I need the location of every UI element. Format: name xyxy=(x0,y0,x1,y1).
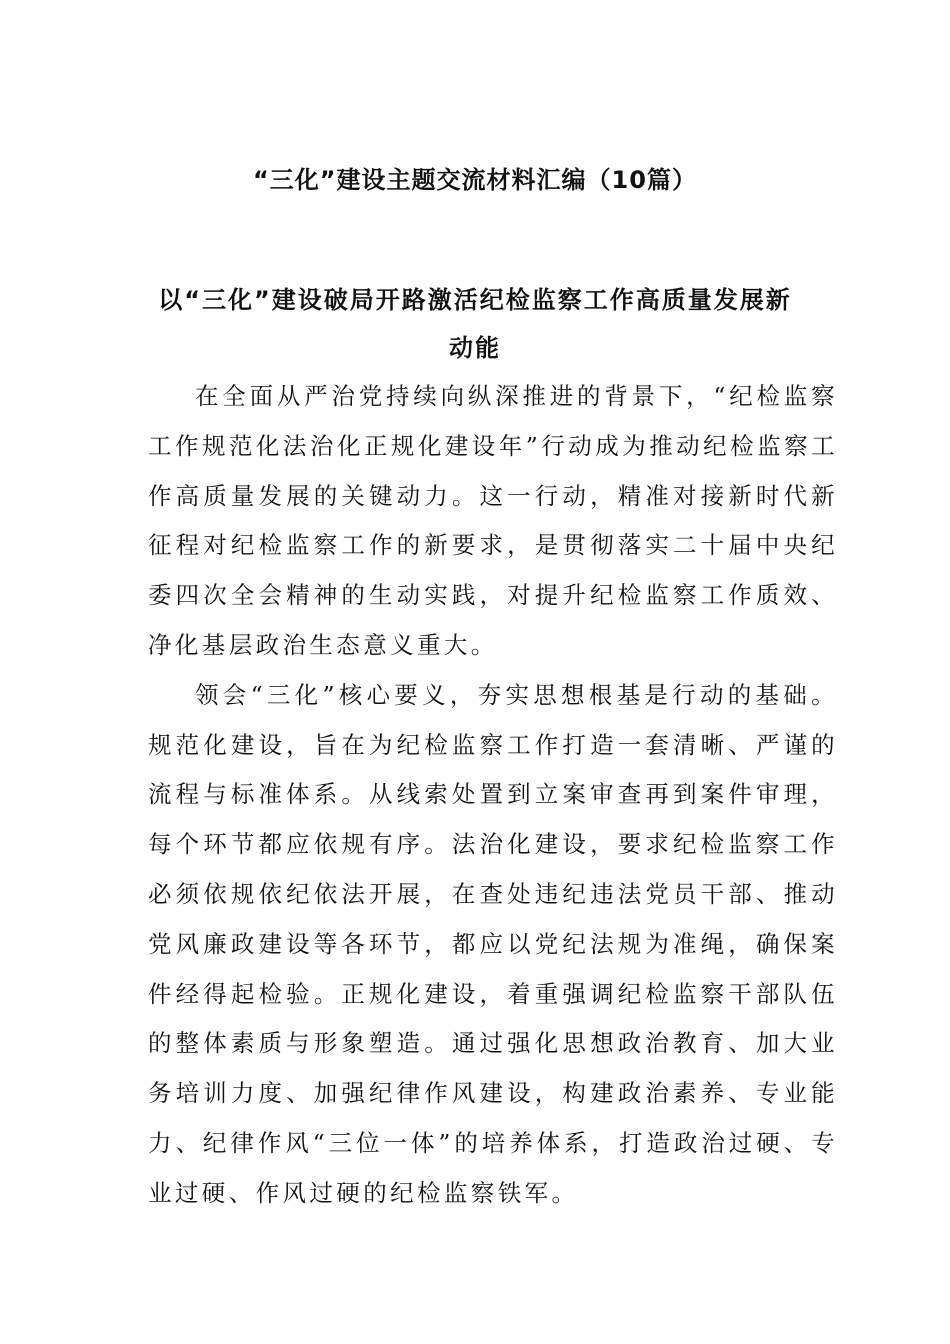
paragraph: 在全面从严治党持续向纵深推进的背景下，“纪检监察工作规范化法治化正规化建设年”行动成为推动纪检监察工作高质量发展的关键动力。这一行动，精准对接新时代新征程对纪检监察工作的新要求，是贯彻落实二十届中央纪委四次全会精神的生动实践，对提升纪检监察工作质效、净化基层政治生态意义重大。 xyxy=(148,382,838,659)
paragraph: 领会“三化”核心要义，夯实思想根基是行动的基础。规范化建设，旨在为纪检监察工作打造一套清晰、严谨的流程与标准体系。从线索处置到立案审查再到案件审理，每个环节都应依规有序。法治化建设，要求纪检监察工作必须依规依纪依法开展，在查处违纪违法党员干部、推动党风廉政建设等各环节，都应以党纪法规为准绳，确保案件经得起检验。正规化建设，着重强调纪检监察干部队伍的整体素质与形象塑造。通过强化思想政治教育、加大业务培训力度、加强纪律作风建设，构建政治素养、专业能力、纪律作风“三位一体”的培养体系，打造政治过硬、专业过硬、作风过硬的纪检监察铁军。 xyxy=(148,680,838,1207)
article-title: 以“三化”建设破局开路激活纪检监察工作高质量发展新动能 xyxy=(158,286,792,362)
document-title: “三化”建设主题交流材料汇编（10篇） xyxy=(253,166,697,194)
article-body xyxy=(148,372,838,1219)
